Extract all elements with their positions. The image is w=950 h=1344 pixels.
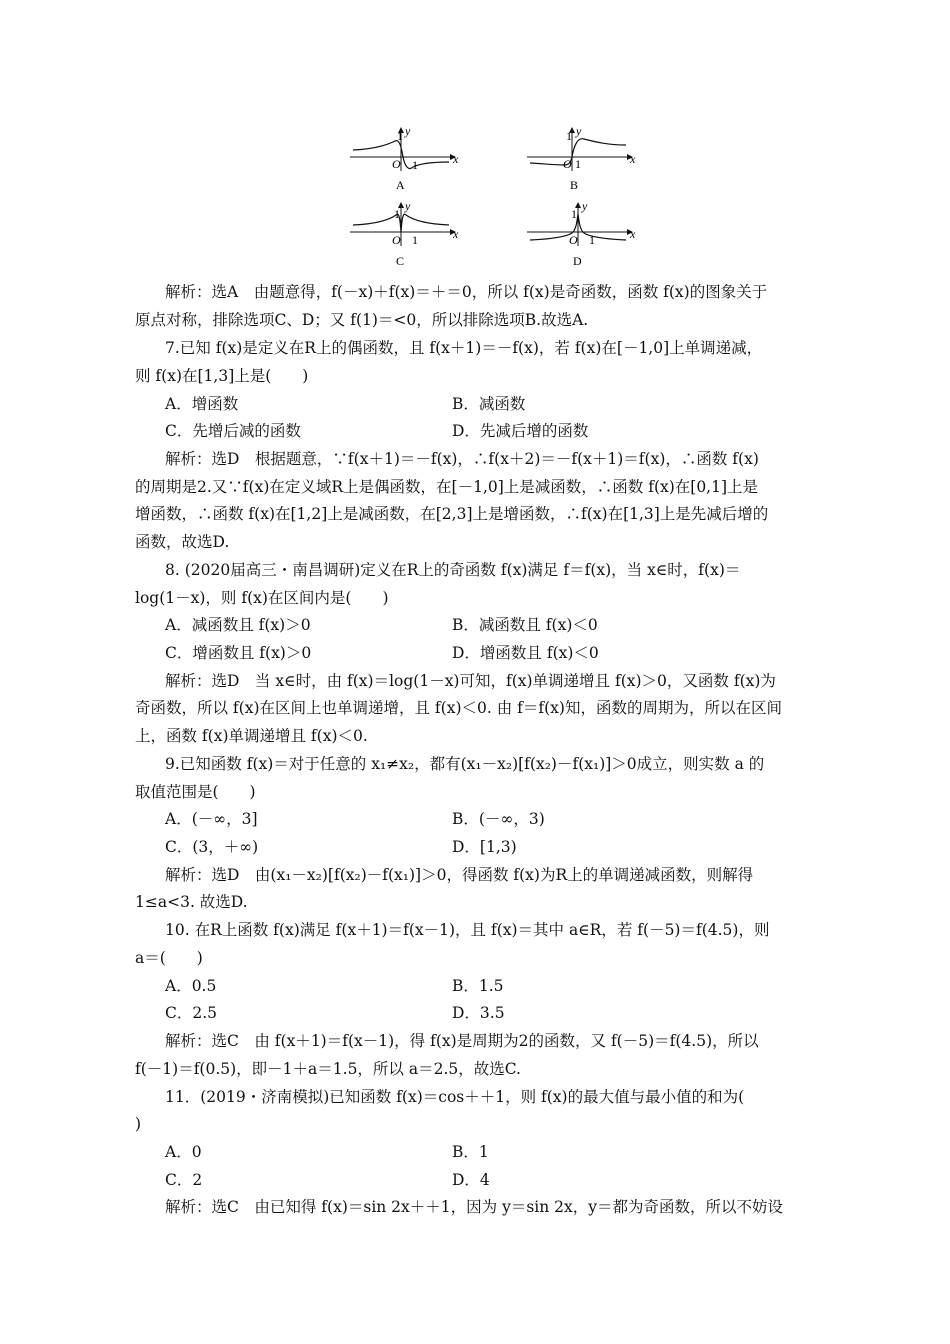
q8-solution-line-1: 解析：选D 当 x∈时，由 f(x)＝log(1－x)可知，f(x)单调递增且 f(x)＞0，又函数 f(x)为 <box>165 672 776 690</box>
q10-option-d: D．3.5 <box>452 1004 505 1022</box>
graph-c-svg <box>345 200 465 272</box>
q10-stem-line-2: a＝( ) <box>135 949 203 967</box>
x-label: x <box>453 152 459 166</box>
graph-b-svg <box>522 123 642 195</box>
origin-label: O <box>392 233 401 247</box>
q9-option-c: C．(3，＋∞) <box>165 838 259 856</box>
q7-option-d: D．先减后增的函数 <box>452 422 589 440</box>
q11-option-a: A．0 <box>165 1143 202 1161</box>
q11-stem-line-2: ) <box>135 1115 142 1133</box>
q7-stem-line-2: 则 f(x)在[1,3]上是( ) <box>135 367 309 385</box>
x-label: x <box>630 152 636 166</box>
caption-a: A <box>396 178 405 192</box>
q9-option-a: A．(－∞，3] <box>165 810 258 828</box>
q7-solution-line-4: 函数，故选D. <box>135 533 230 551</box>
tick-one-y: 1 <box>397 129 403 143</box>
q10-solution-line-1: 解析：选C 由 f(x＋1)＝f(x－1)，得 f(x)是周期为2的函数，又 f(－5)＝f(4.5)，所以 <box>165 1032 759 1050</box>
q8-option-d: D．增函数且 f(x)＜0 <box>452 644 599 662</box>
origin-label: O <box>569 233 578 247</box>
q7-solution-line-2: 的周期是2.又∵f(x)在定义域R上是偶函数，在[－1,0]上是减函数，∴函数 f(x)在[0,1]上是 <box>135 478 759 496</box>
origin-label: O <box>392 157 401 171</box>
q8-option-c: C．增函数且 f(x)＞0 <box>165 644 312 662</box>
q7-option-c: C．先增后减的函数 <box>165 422 301 440</box>
q9-option-d: D．[1,3) <box>452 838 517 856</box>
q10-stem-line-1: 10. 在R上函数 f(x)满足 f(x＋1)＝f(x－1)，且 f(x)＝其中 a∈R，若 f(－5)＝f(4.5)，则 <box>165 921 770 939</box>
q8-solution-line-2: 奇函数，所以 f(x)在区间上也单调递增，且 f(x)＜0. 由 f＝f(x)知，函数的周期为，所以在区间 <box>135 699 782 717</box>
q11-stem-line-1: 11．(2019・济南模拟)已知函数 f(x)＝cos＋＋1，则 f(x)的最大值与最小值的和为( <box>165 1088 745 1106</box>
caption-b: B <box>570 178 579 192</box>
graph-d-svg <box>522 200 642 272</box>
q7-stem-line-1: 7.已知 f(x)是定义在R上的偶函数，且 f(x＋1)＝－f(x)，若 f(x)在[－1,0]上单调递减， <box>165 339 763 357</box>
q6-solution-line-2: 原点对称，排除选项C、D；又 f(1)＝<0，所以排除选项B.故选A. <box>135 311 589 329</box>
x-label: x <box>453 227 459 241</box>
q7-solution-line-1: 解析：选D 根据题意，∵f(x＋1)＝－f(x)，∴f(x＋2)＝－f(x＋1)＝f(x)，∴函数 f(x) <box>165 450 759 468</box>
q8-stem-line-1: 8. (2020届高三・南昌调研)定义在R上的奇函数 f(x)满足 f＝f(x)，当 x∈时，f(x)＝ <box>165 561 741 579</box>
q8-option-a: A．减函数且 f(x)＞0 <box>165 616 311 634</box>
q10-option-b: B．1.5 <box>452 977 504 995</box>
q8-stem-line-2: log(1－x)，则 f(x)在区间内是( ) <box>135 589 389 607</box>
origin-label: O <box>563 157 572 171</box>
q6-solution-line-1: 解析：选A 由题意得，f(－x)＋f(x)＝＋＝0，所以 f(x)是奇函数，函数 f(x)的图象关于 <box>165 283 768 301</box>
y-label: y <box>405 124 411 138</box>
y-label: y <box>405 199 411 213</box>
q9-stem-line-2: 取值范围是( ) <box>135 783 256 801</box>
tick-one-x: 1 <box>589 233 595 247</box>
q11-option-d: D．4 <box>452 1171 490 1189</box>
q7-solution-line-3: 增函数，∴函数 f(x)在[1,2]上是减函数，在[2,3]上是增函数，∴f(x)在[1,3]上是先减后增的 <box>135 505 769 523</box>
tick-one-y: 1 <box>571 207 577 221</box>
y-label: y <box>582 199 588 213</box>
graph-d <box>522 200 642 272</box>
q11-option-b: B．1 <box>452 1143 489 1161</box>
tick-one-y: 1 <box>394 207 400 221</box>
q7-option-b: B．减函数 <box>452 395 526 413</box>
caption-c: C <box>396 254 405 268</box>
caption-d: D <box>573 254 582 268</box>
x-label: x <box>630 227 636 241</box>
graph-b <box>522 123 642 195</box>
q10-option-c: C．2.5 <box>165 1004 218 1022</box>
tick-one-x: 1 <box>575 157 581 171</box>
q10-solution-line-2: f(－1)＝f(0.5)，即－1＋a＝1.5，所以 a＝2.5，故选C. <box>135 1060 521 1078</box>
tick-one-y: 1 <box>566 129 572 143</box>
q8-option-b: B．减函数且 f(x)＜0 <box>452 616 598 634</box>
y-label: y <box>576 124 582 138</box>
q11-solution-line-1: 解析：选C 由已知得 f(x)＝sin 2x＋＋1，因为 y＝sin 2x，y＝都为奇函数，所以不妨设 <box>165 1198 784 1216</box>
q7-option-a: A．增函数 <box>165 395 239 413</box>
q11-option-c: C．2 <box>165 1171 203 1189</box>
q9-stem-line-1: 9.已知函数 f(x)＝对于任意的 x₁≠x₂，都有(x₁－x₂)[f(x₂)－f(x₁)]＞0成立，则实数 a 的 <box>165 755 765 773</box>
tick-one-x: 1 <box>412 158 418 172</box>
graph-a-svg <box>345 123 465 195</box>
q8-solution-line-3: 上，函数 f(x)单调递增且 f(x)＜0. <box>135 727 368 745</box>
graph-a <box>345 123 465 195</box>
tick-one-x: 1 <box>412 233 418 247</box>
q10-option-a: A．0.5 <box>165 977 217 995</box>
q9-option-b: B．(－∞，3) <box>452 810 545 828</box>
graph-c <box>345 200 465 272</box>
q9-solution-line-2: 1≤a<3. 故选D. <box>135 893 248 911</box>
q9-solution-line-1: 解析：选D 由(x₁－x₂)[f(x₂)－f(x₁)]＞0，得函数 f(x)为R上的单调递减函数，则解得 <box>165 866 754 884</box>
